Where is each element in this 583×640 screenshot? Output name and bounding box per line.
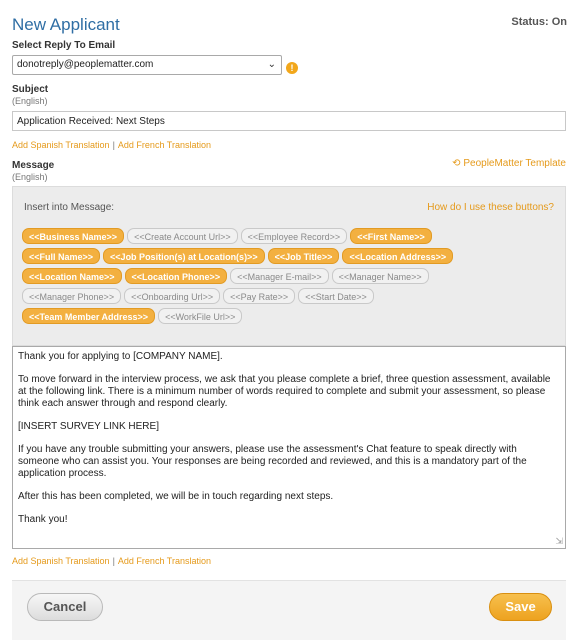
- message-paragraph: After this has been completed, we will be in touch regarding next steps.: [18, 491, 334, 502]
- resize-handle-icon[interactable]: ⇲: [555, 536, 563, 546]
- peoplematter-template-link[interactable]: ⟲ PeopleMatter Template: [452, 158, 566, 169]
- message-paragraph: If you have any trouble submitting your answers, please use the assessment's Chat feature to speak directly with someone who can assist you. Your responses are being recorded and reviewed, and this is a mandatory part of the application process.: [18, 444, 527, 479]
- link-separator: |: [112, 140, 115, 150]
- merge-tag-row: [22, 228, 562, 244]
- page-title: New Applicant: [12, 15, 120, 34]
- subject-label: Subject: [12, 84, 49, 95]
- subject-language: (English): [12, 96, 48, 106]
- merge-tag-button[interactable]: <<Onboarding Url>>: [124, 288, 220, 304]
- add-spanish-translation-link[interactable]: Add Spanish Translation: [12, 140, 110, 150]
- merge-tag-row: [22, 308, 562, 324]
- reply-email-value: donotreply@peoplematter.com: [17, 59, 154, 70]
- merge-tag-button[interactable]: <<Start Date>>: [298, 288, 374, 304]
- add-french-translation-link[interactable]: Add French Translation: [117, 140, 211, 150]
- merge-tag-button[interactable]: <<Pay Rate>>: [223, 288, 295, 304]
- message-paragraph: Thank you!: [18, 514, 68, 525]
- warning-icon[interactable]: !: [286, 62, 298, 74]
- merge-tag-button[interactable]: <<Full Name>>: [22, 248, 100, 264]
- message-paragraph: To move forward in the interview process, we ask that you please complete a brief, three question assessment, available at the following link. There is a minimum number of words required to complete and submit your assessment, so please think each answer through and respond clearly.: [18, 374, 551, 409]
- message-paragraph: [INSERT SURVEY LINK HERE]: [18, 421, 159, 432]
- merge-tag-row: [22, 268, 562, 284]
- merge-tag-button[interactable]: <<Location Name>>: [22, 268, 122, 284]
- help-link[interactable]: How do I use these buttons?: [427, 202, 554, 213]
- merge-tag-button[interactable]: <<Manager Phone>>: [22, 288, 121, 304]
- add-french-translation-link[interactable]: Add French Translation: [117, 556, 211, 566]
- link-separator: |: [112, 556, 115, 566]
- status-badge: Status: On: [511, 16, 567, 28]
- merge-tag-row: [22, 288, 562, 304]
- merge-tag-button[interactable]: <<WorkFile Url>>: [158, 308, 242, 324]
- merge-tag-button[interactable]: <<Team Member Address>>: [22, 308, 155, 324]
- reply-email-select[interactable]: [12, 55, 282, 75]
- reply-email-label: Select Reply To Email: [12, 40, 116, 51]
- merge-tag-button[interactable]: <<Job Title>>: [268, 248, 340, 264]
- merge-tag-button[interactable]: <<Business Name>>: [22, 228, 124, 244]
- merge-tag-button[interactable]: <<Employee Record>>: [241, 228, 348, 244]
- message-textarea[interactable]: [12, 346, 566, 549]
- message-label: Message: [12, 160, 55, 171]
- message-language: (English): [12, 172, 48, 182]
- merge-tag-button[interactable]: <<Location Address>>: [342, 248, 453, 264]
- merge-tag-button[interactable]: <<Manager E-mail>>: [230, 268, 329, 284]
- refresh-icon: ⟲: [452, 158, 461, 169]
- message-paragraph: Thank you for applying to [COMPANY NAME].: [18, 351, 223, 362]
- add-spanish-translation-link[interactable]: Add Spanish Translation: [12, 556, 110, 566]
- message-translation-links: [12, 556, 211, 566]
- merge-tag-button[interactable]: <<Location Phone>>: [125, 268, 228, 284]
- chevron-down-icon: ⌄: [267, 59, 276, 70]
- subject-translation-links: [12, 140, 211, 150]
- save-button[interactable]: Save: [489, 593, 552, 621]
- merge-tag-button[interactable]: <<Job Position(s) at Location(s)>>: [103, 248, 265, 264]
- merge-tag-button[interactable]: <<Manager Name>>: [332, 268, 429, 284]
- merge-tag-button[interactable]: <<Create Account Url>>: [127, 228, 238, 244]
- cancel-button[interactable]: Cancel: [27, 593, 103, 621]
- insert-label: Insert into Message:: [24, 202, 115, 213]
- merge-tag-button[interactable]: <<First Name>>: [350, 228, 432, 244]
- merge-tag-row: [22, 248, 562, 264]
- subject-input[interactable]: Application Received: Next Steps: [12, 111, 566, 131]
- merge-tag-list: [22, 228, 562, 328]
